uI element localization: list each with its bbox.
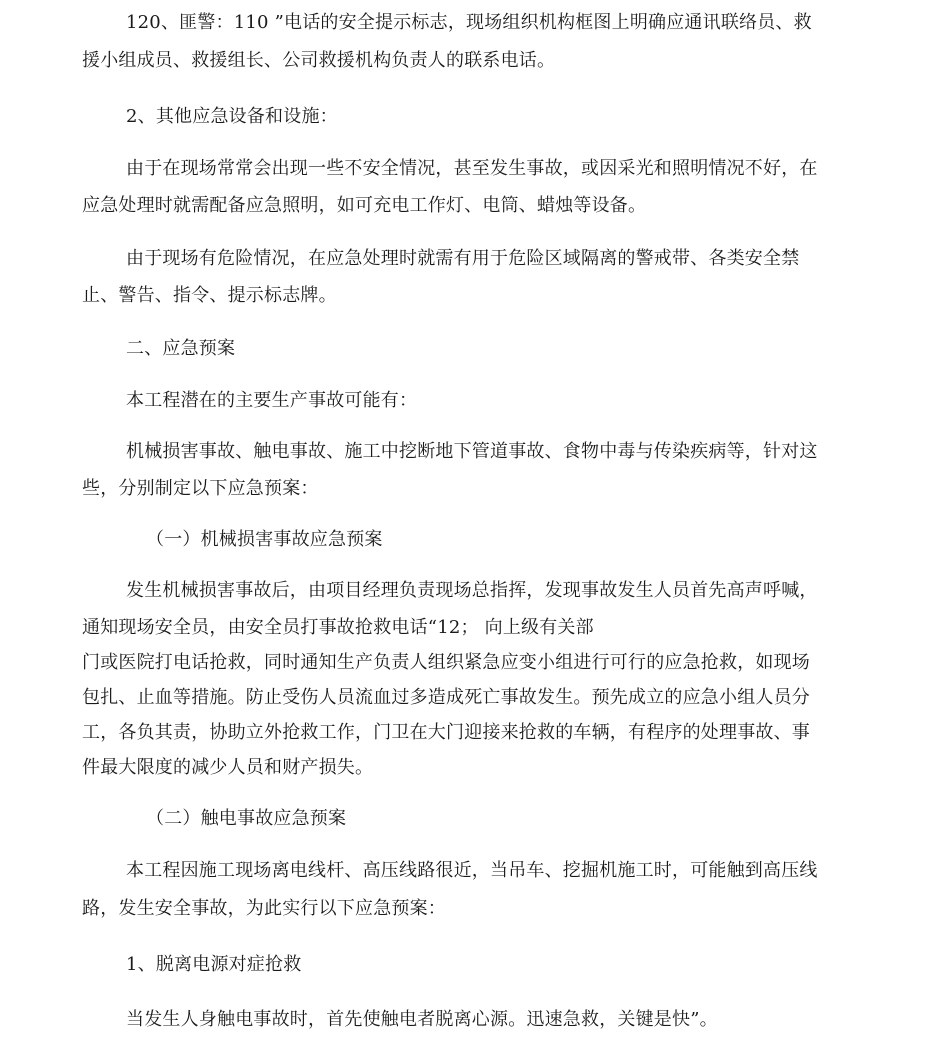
paragraph-line: 由于在现场常常会出现一些不安全情况，甚至发生事故，或因采光和照明情况不好，在 xyxy=(126,158,818,179)
paragraph-line: 通知现场安全员，由安全员打事故抢救电话“12； 向上级有关部 xyxy=(82,617,594,638)
paragraph-line: 路，发生安全事故，为此实行以下应急预案： xyxy=(82,898,446,919)
paragraph-line: 应急处理时就需配备应急照明，如可充电工作灯、电筒、蜡烛等设备。 xyxy=(82,195,647,216)
paragraph-line: 本工程潜在的主要生产事故可能有： xyxy=(126,390,418,411)
paragraph-line: 120、匪警：110 ”电话的安全提示标志，现场组织机构框图上明确应通讯联络员、救 xyxy=(126,12,812,33)
paragraph-line: 机械损害事故、触电事故、施工中挖断地下管道事故、食物中毒与传染疾病等，针对这 xyxy=(126,441,818,462)
paragraph-line: 门或医院打电话抢救，同时通知生产负责人组织紧急应变小组进行可行的应急抢救，如现场 xyxy=(82,652,810,673)
section-heading: 1、脱离电源对症抢救 xyxy=(126,954,302,975)
paragraph-line: 援小组成员、救援组长、公司救援机构负责人的联系电话。 xyxy=(82,50,556,71)
paragraph-line: 由于现场有危险情况，在应急处理时就需有用于危险区域隔离的警戒带、各类安全禁 xyxy=(126,248,800,269)
section-heading: 2、其他应急设备和设施： xyxy=(126,106,338,127)
paragraph-line: 发生机械损害事故后，由项目经理负责现场总指挥，发现事故发生人员首先高声呼喊， xyxy=(126,580,818,601)
paragraph-line: 工，各负其责，协助立外抢救工作，门卫在大门迎接来抢救的车辆，有程序的处理事故、事 xyxy=(82,722,810,743)
paragraph-line: 些，分别制定以下应急预案： xyxy=(82,478,319,499)
paragraph-line: 本工程因施工现场离电线杆、高压线路很近，当吊车、挖掘机施工时，可能触到高压线 xyxy=(126,860,818,881)
subsection-heading: （一）机械损害事故应急预案 xyxy=(146,529,383,550)
paragraph-line: 包扎、止血等措施。防止受伤人员流血过多造成死亡事故发生。预先成立的应急小组人员分 xyxy=(82,687,810,708)
subsection-heading: （二）触电事故应急预案 xyxy=(146,808,347,829)
paragraph-line: 当发生人身触电事故时，首先使触电者脱离心源。迅速急救，关键是快”。 xyxy=(126,1009,718,1030)
section-heading: 二、应急预案 xyxy=(126,338,236,359)
paragraph-line: 止、警告、指令、提示标志牌。 xyxy=(82,285,337,306)
paragraph-line: 件最大限度的减少人员和财产损失。 xyxy=(82,757,374,778)
